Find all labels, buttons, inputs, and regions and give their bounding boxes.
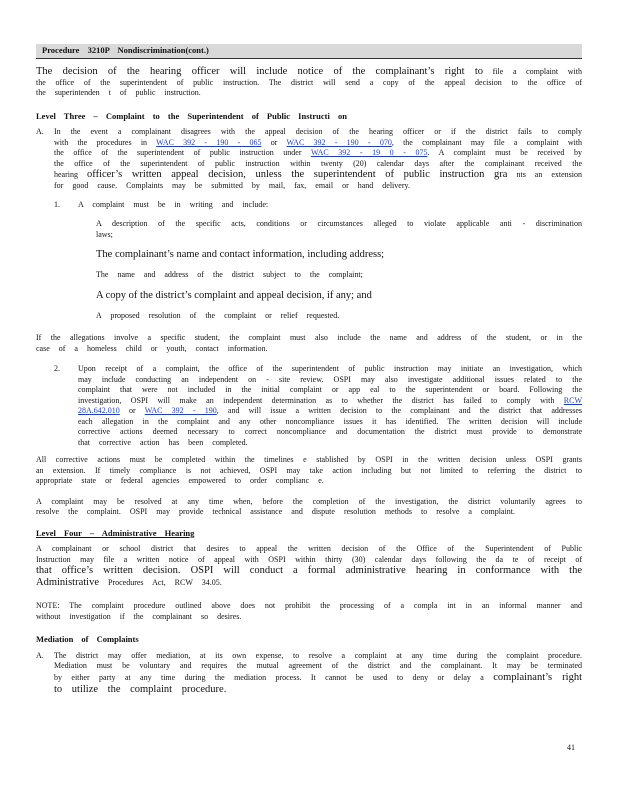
para-a-text-5: nts an extension for good cause. Complaints may be submitted by mail, fax, email or hand delivery. [54,170,583,190]
item-1-text: A complaint must be in writing and include: [78,199,269,209]
level-four-tail: Procedures Act, RCW 34.05. [108,578,222,587]
student-note: If the allegations involve a specific student, the complaint must also include the name and address of the student, or in the case of a homeless child or youth, contact information. [36,333,582,353]
bullet-item [78,270,582,281]
item-2-text-2: or [128,406,136,415]
procedure-number: 3210P [87,45,110,55]
para-a-text-1: In the event a complainant disagrees with the appeal decision of the hearing officer or if the district fails to comply with the procedures in [54,127,582,147]
bullet-text: The complainant’s name and contact information, including address; [96,249,385,260]
mediation-big-text: complainant’s right to utilize the complaint procedure. [54,671,582,695]
bullet-marker [78,270,96,281]
mediation-label: A. [36,650,44,660]
item-1 [54,200,582,211]
mediation-small-text: The district may offer mediation, at its own expense, to resolve a complaint at any time during the complaint procedure. Mediation must be voluntary and requires the mutual agreement of the district and the complainant. It may be terminated by either party at any time during the mediation process. It cannot be used to deny or delay a [54,650,582,682]
para-a-text-4: . A complaint must be received by the office of the superintendent of public instruction within twenty (20) calendar days after the complainant received the hearing [54,148,583,179]
level-four-heading: Level Four – Administrative Hearing [36,527,195,538]
item-2-text-1: Upon receipt of a complaint, the office of the superintendent of public instruction may initiate an investigation, which may include conducting an independent on - site review. OSPI may also investigate additional issues related to the complaint that were not included in the initial complaint or app eal to the superintendent or board. Following the investigation, OSPI will make an independent determination as to whether the district has failed to comply with [78,364,582,405]
item-2 [54,364,582,448]
bullet-item [78,311,582,322]
mediation-para-a [36,651,582,696]
bullet-marker [78,249,96,261]
wac-075-link[interactable]: WAC 392 - 19 0 - 075 [310,148,428,157]
bullet-marker [78,290,96,302]
document-page [36,44,582,696]
wac-190-link[interactable]: WAC 392 - 190 [144,406,217,415]
intro-big-text: The decision of the hearing officer will include notice of the complainant’s right to [36,65,483,77]
corrective-actions: All corrective actions must be completed within the timelines e stablished by OSPI in the written decision unless OSPI grants an extension. If timely compliance is not achieved, OSPI may take action including but not limited to referring the district to appropriate state or federal agencies empowered to order complianc e. [36,455,582,485]
page-number: 41 [567,743,575,752]
bullet-item [78,290,582,302]
item-2-text-3: , and will issue a written decision to the complainant and the district that addresses each allegation in the complaint and any other noncompliance issues it has identified. The written decision will include corrective actions deemed necessary to correct noncompliance and documentation the district must provide to demonstrate that corrective action has been completed. [78,406,582,447]
para-a-text-3: , the complainant may file a complaint with the office of the superintendent of public instruction under [54,137,583,157]
mediation-body [54,651,582,696]
bullet-text: A proposed resolution of the complaint or relief requested. [96,310,340,320]
item-2-body [78,364,582,448]
wac-070-link[interactable]: WAC 392 - 190 - 070 [286,137,392,147]
para-a-big-line: officer’s written appeal decision, unless the superintendent of public instruction gra [87,169,508,180]
procedure-header [36,44,582,59]
para-a-body [54,127,582,192]
resolve-paragraph: A complaint may be resolved at any time when, before the completion of the investigation, the district voluntarily agrees to resolve the complaint. OSPI may provide technical assistance and dispute resolution methods to resolve a complaint. [36,496,582,516]
level-three-para-a [36,127,582,192]
bullet-text: The name and address of the district subject to the complaint; [96,270,363,279]
item-1-label: 1. [54,199,60,209]
level-four-paragraph [36,544,582,589]
intro-small-text: file a complaint with the office of the superintendent of public instruction. The district will send a copy of the appeal decision to the office of the superintenden t of public instruction. [36,66,582,97]
procedure-title: Nondiscrimination(cont.) [117,45,209,55]
bullet-marker [78,219,96,240]
bullet-text: A copy of the district’s complaint and appeal decision, if any; and [96,289,372,301]
mediation-heading: Mediation of Complaints [36,634,139,644]
wac-065-link[interactable]: WAC 392 - 190 - 065 [156,137,262,147]
bullet-item [78,249,582,261]
rcw-link[interactable]: RCW 28A.642.010 [78,395,583,415]
procedure-label: Procedure [42,45,80,55]
intro-paragraph [36,66,582,99]
bullet-marker [78,311,96,322]
level-three-heading: Level Three – Complaint to the Superintendent of Public Instructi on [36,110,347,121]
level-four-small-text: A complainant or school district that desires to appeal the written decision of the Office of the Superintendent of Public Instruction may file a written notice of appeal with OSPI within thirty (30) calendar days following the da te of receipt of [36,544,582,564]
level-four-big-text: that office’s written decision. OSPI will conduct a formal administrative hearing in conformance with the Administrative [36,565,582,588]
bullet-item [78,219,582,240]
item-2-label: 2. [54,364,60,373]
note-paragraph: NOTE: The complaint procedure outlined above does not prohibit the processing of a compla int in an informal manner and without investigation if the complainant so desires. [36,601,582,621]
para-a-label: A. [36,127,44,136]
bullet-text: A description of the specific acts, conditions or circumstances alleged to violate applicable anti - discrimination laws; [96,219,582,239]
para-a-text-2: or [270,137,278,147]
